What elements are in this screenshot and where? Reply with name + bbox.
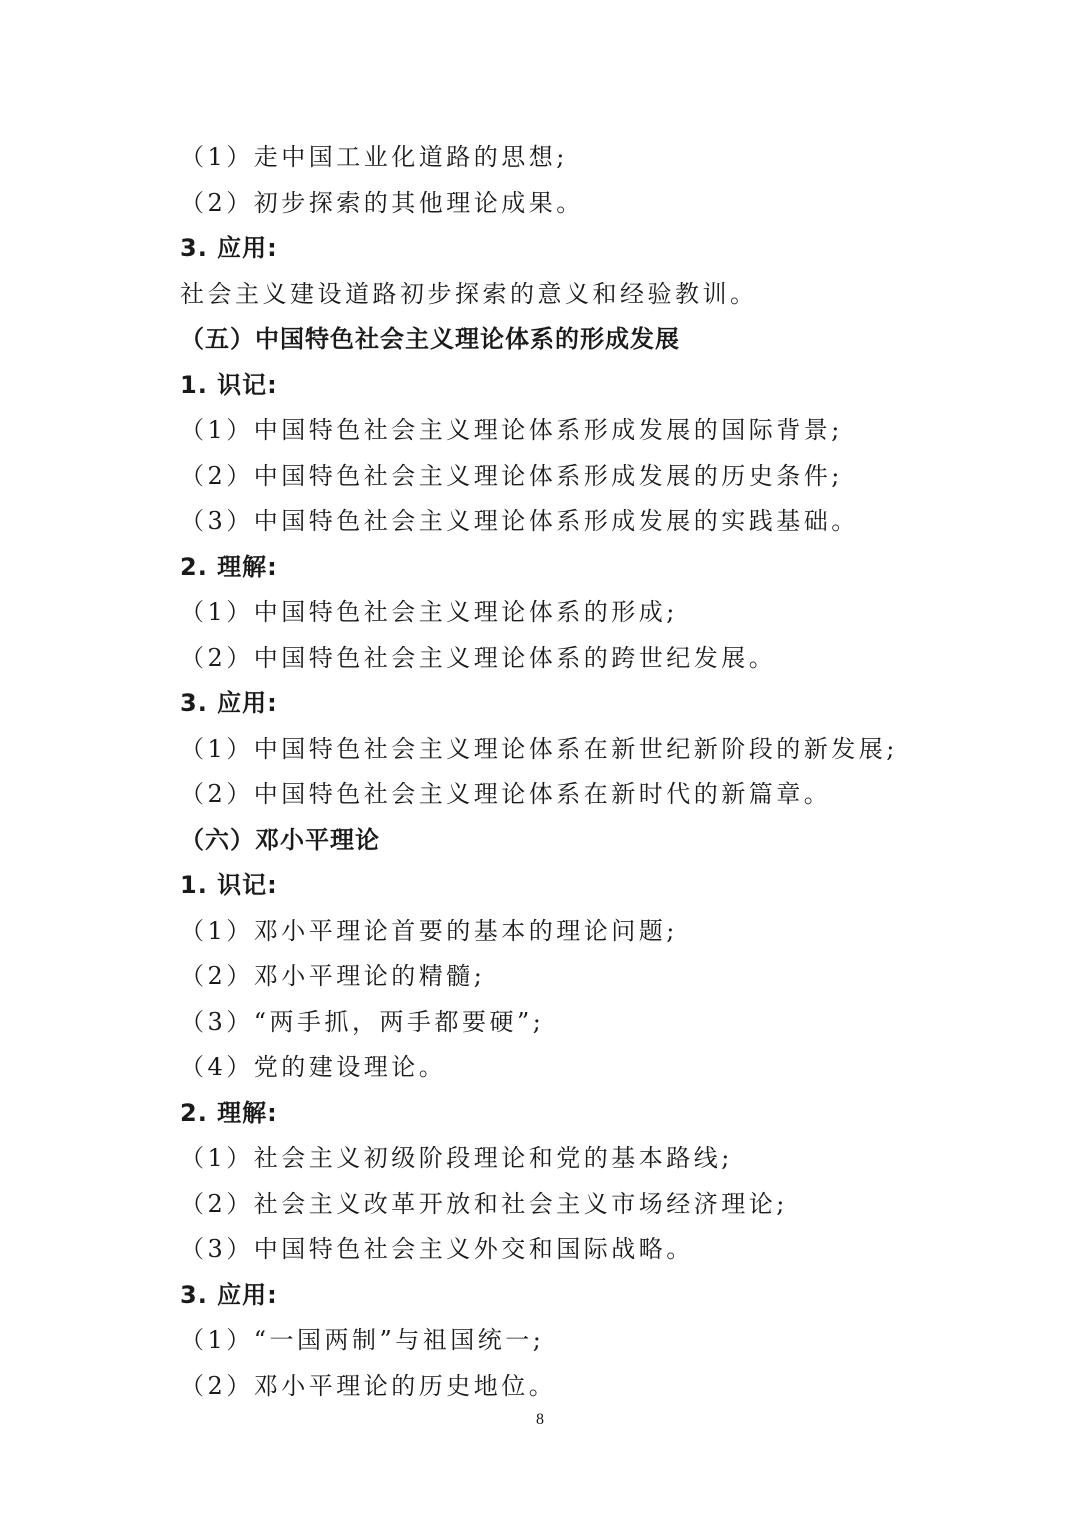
list-item: （1）中国特色社会主义理论体系的形成; — [180, 598, 678, 626]
list-item: （2）中国特色社会主义理论体系在新时代的新篇章。 — [180, 780, 832, 808]
list-item: （2）邓小平理论的精髓; — [180, 962, 486, 990]
section-heading: （六）邓小平理论 — [180, 826, 380, 854]
list-item: （3）中国特色社会主义外交和国际战略。 — [180, 1235, 694, 1263]
page-number: 8 — [536, 1411, 544, 1428]
list-item: （4）党的建设理论。 — [180, 1053, 447, 1081]
section-heading: 3. 应用: — [180, 1281, 278, 1309]
list-item: （2）初步探索的其他理论成果。 — [180, 189, 584, 217]
list-item: （1）走中国工业化道路的思想; — [180, 143, 568, 171]
section-heading: 1. 识记: — [180, 371, 278, 399]
list-item: （1）中国特色社会主义理论体系在新世纪新阶段的新发展; — [180, 735, 898, 763]
section-heading: 2. 理解: — [180, 553, 278, 581]
section-heading: 2. 理解: — [180, 1099, 278, 1127]
section-heading: （五）中国特色社会主义理论体系的形成发展 — [180, 325, 680, 353]
list-item: （2）社会主义改革开放和社会主义市场经济理论; — [180, 1190, 788, 1218]
list-item: （1）邓小平理论首要的基本的理论问题; — [180, 917, 678, 945]
list-item: 社会主义建设道路初步探索的意义和经验教训。 — [180, 280, 758, 308]
list-item: （2）邓小平理论的历史地位。 — [180, 1372, 557, 1400]
list-item: （3）中国特色社会主义理论体系形成发展的实践基础。 — [180, 507, 859, 535]
list-item: （3）“两手抓，两手都要硬”; — [180, 1008, 545, 1036]
list-item: （1）中国特色社会主义理论体系形成发展的国际背景; — [180, 416, 843, 444]
list-item: （1）社会主义初级阶段理论和党的基本路线; — [180, 1144, 733, 1172]
list-item: （1）“一国两制”与祖国统一; — [180, 1326, 545, 1354]
list-item: （2）中国特色社会主义理论体系形成发展的历史条件; — [180, 462, 843, 490]
section-heading: 1. 识记: — [180, 871, 278, 899]
section-heading: 3. 应用: — [180, 689, 278, 717]
list-item: （2）中国特色社会主义理论体系的跨世纪发展。 — [180, 644, 777, 672]
section-heading: 3. 应用: — [180, 234, 278, 262]
